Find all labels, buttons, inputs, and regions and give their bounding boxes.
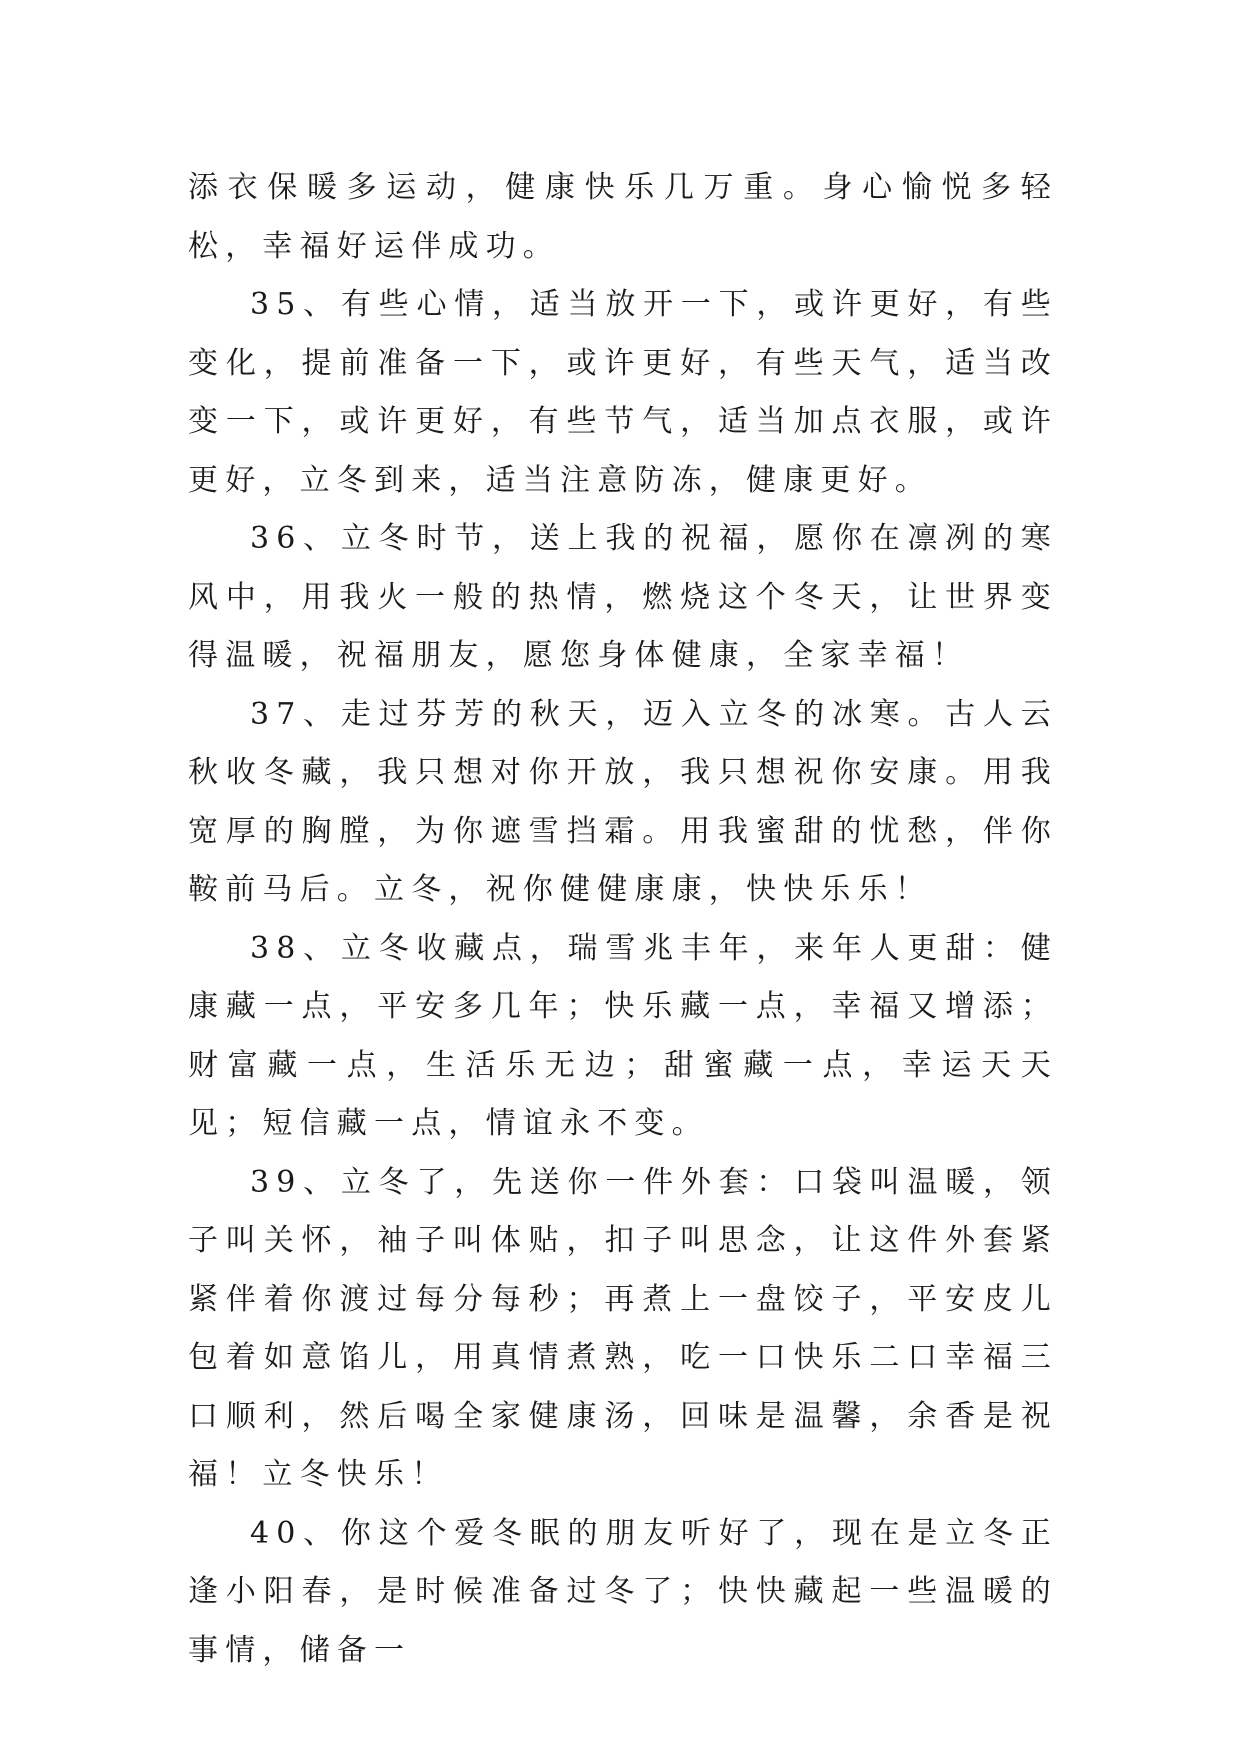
paragraph-39: 39、立冬了，先送你一件外套：口袋叫温暖，领子叫关怀，袖子叫体贴，扣子叫思念，让这件外套紧紧伴着你渡过每分每秒；再煮上一盘饺子，平安皮儿包着如意馅儿，用真情煮熟，吃一口快乐二口幸福三口顺利，然后喝全家健康汤，回味是温馨，余香是祝福！立冬快乐！ (188, 1164, 1058, 1492)
paragraph-40: 40、你这个爱冬眠的朋友听好了，现在是立冬正逢小阳春，是时候准备过冬了；快快藏起一些温暖的事情，储备一 (188, 1515, 1058, 1668)
paragraph-38: 38、立冬收藏点，瑞雪兆丰年，来年人更甜：健康藏一点，平安多几年；快乐藏一点，幸福又增添；财富藏一点，生活乐无边；甜蜜藏一点，幸运天天见；短信藏一点，情谊永不变。 (188, 930, 1058, 1141)
paragraph-36: 36、立冬时节，送上我的祝福，愿你在凛冽的寒风中，用我火一般的热情，燃烧这个冬天，让世界变得温暖，祝福朋友，愿您身体健康，全家幸福！ (188, 521, 1058, 673)
document-body (188, 159, 1058, 1680)
paragraph-35: 35、有些心情，适当放开一下，或许更好，有些变化，提前准备一下，或许更好，有些天气，适当改变一下，或许更好，有些节气，适当加点衣服，或许更好，立冬到来，适当注意防冻，健康更好。 (188, 287, 1058, 498)
paragraph-37: 37、走过芬芳的秋天，迈入立冬的冰寒。古人云秋收冬藏，我只想对你开放，我只想祝你安康。用我宽厚的胸膛，为你遮雪挡霜。用我蜜甜的忧愁，伴你鞍前马后。立冬，祝你健健康康，快快乐乐！ (188, 696, 1058, 907)
paragraph-continuation: 添衣保暖多运动，健康快乐几万重。身心愉悦多轻松，幸福好运伴成功。 (188, 170, 1058, 264)
